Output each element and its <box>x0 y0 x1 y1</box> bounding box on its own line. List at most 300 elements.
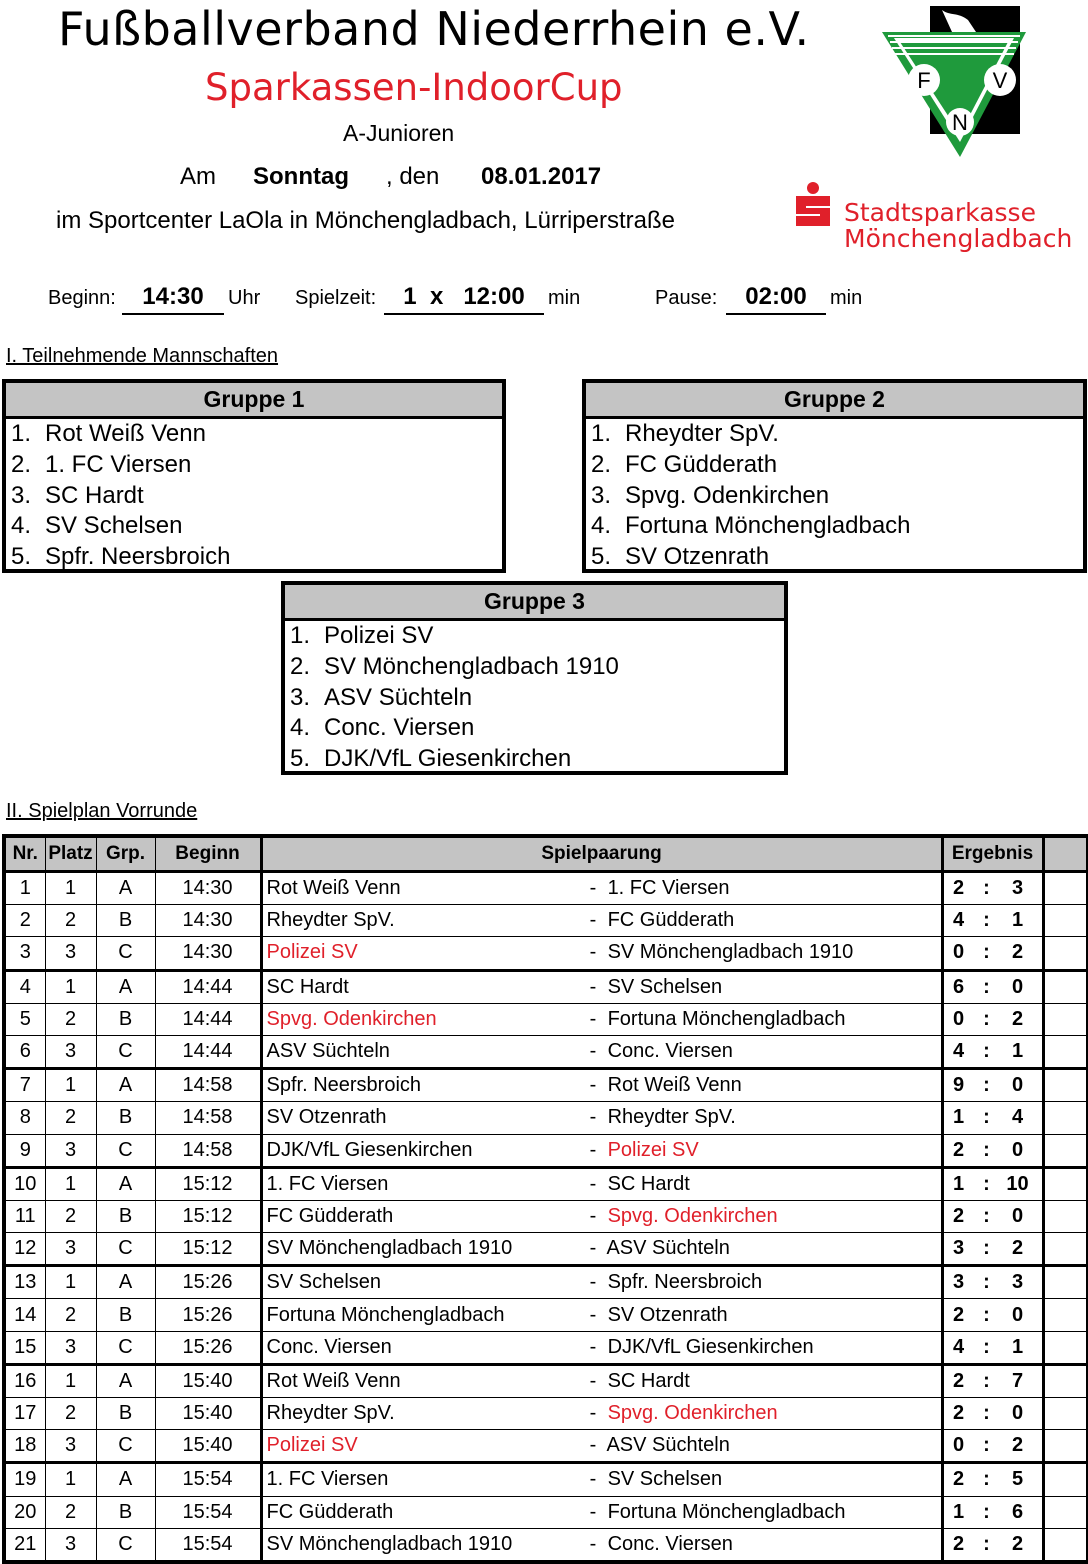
away-goals: 2 <box>1011 1434 1024 1457</box>
schedule-table <box>2 834 1088 1564</box>
match-number: 4 <box>4 970 45 1003</box>
away-goals: 2 <box>1011 1237 1024 1260</box>
home-team: FC Güdderath <box>261 1496 584 1528</box>
match-result <box>942 1200 1043 1232</box>
match-time: 15:40 <box>155 1364 261 1397</box>
empty-cell <box>1043 1102 1088 1134</box>
score-colon: : <box>983 1532 990 1555</box>
table-row <box>4 970 1088 1003</box>
away-goals: 2 <box>1011 941 1024 964</box>
home-team: Rot Weiß Venn <box>261 1364 584 1397</box>
table-row <box>4 1003 1088 1035</box>
away-team: FC Güdderath <box>607 909 735 932</box>
group-letter: C <box>96 1134 155 1167</box>
match-result <box>942 905 1043 937</box>
match-number: 1 <box>4 872 45 905</box>
match-number: 11 <box>4 1200 45 1232</box>
group-title: Gruppe 1 <box>6 383 502 419</box>
pairing-dash: - <box>589 1271 597 1294</box>
away-team: SC Hardt <box>607 1369 690 1392</box>
home-goals: 2 <box>952 1138 965 1161</box>
away-goals: 1 <box>1011 1335 1024 1358</box>
empty-cell <box>1043 1364 1088 1397</box>
col-header-platz: Platz <box>45 836 96 872</box>
group-team: 3. ASV Süchteln <box>290 683 473 711</box>
home-goals: 0 <box>952 1434 965 1457</box>
match-number: 3 <box>4 937 45 970</box>
start-label: Beginn: <box>48 287 116 309</box>
court-number: 1 <box>45 872 96 905</box>
court-number: 2 <box>45 1496 96 1528</box>
break-label: Pause: <box>655 287 718 309</box>
col-header-nr: Nr. <box>4 836 45 872</box>
match-time: 14:44 <box>155 970 261 1003</box>
pairing-dash: - <box>589 1204 597 1227</box>
empty-cell <box>1043 1299 1088 1331</box>
score-colon: : <box>983 1500 990 1523</box>
match-time: 14:58 <box>155 1102 261 1134</box>
away-team: Rot Weiß Venn <box>607 1074 742 1097</box>
sponsor-name-line2: Mönchengladbach <box>844 224 1073 253</box>
group-team: 2. 1. FC Viersen <box>11 450 192 478</box>
away-goals: 4 <box>1011 1106 1024 1129</box>
empty-cell <box>1043 905 1088 937</box>
group-letter: A <box>96 1167 155 1200</box>
group-team: 2. FC Güdderath <box>591 450 778 478</box>
match-number: 6 <box>4 1035 45 1068</box>
group-team: 5. DJK/VfL Giesenkirchen <box>290 745 572 773</box>
home-goals: 2 <box>952 877 965 900</box>
empty-cell <box>1043 1398 1088 1430</box>
home-team: SV Mönchengladbach 1910 <box>261 1233 584 1266</box>
score-colon: : <box>983 1468 990 1491</box>
away-team-cell <box>584 1496 942 1528</box>
away-goals: 0 <box>1011 1138 1024 1161</box>
event-date: 08.01.2017 <box>481 163 602 190</box>
home-team: 1. FC Viersen <box>261 1463 584 1496</box>
table-row <box>4 1331 1088 1364</box>
table-row <box>4 1364 1088 1397</box>
score-colon: : <box>983 1303 990 1326</box>
court-number: 2 <box>45 1102 96 1134</box>
table-row <box>4 1398 1088 1430</box>
away-team-cell <box>584 1331 942 1364</box>
match-time: 15:54 <box>155 1528 261 1562</box>
match-result <box>942 1003 1043 1035</box>
match-time: 15:12 <box>155 1167 261 1200</box>
away-team-cell <box>584 937 942 970</box>
match-time: 14:44 <box>155 1035 261 1068</box>
col-header-grp: Grp. <box>96 836 155 872</box>
group-team: 1. Rheydter SpV. <box>591 420 779 447</box>
score-colon: : <box>983 1106 990 1129</box>
score-colon: : <box>983 941 990 964</box>
pairing-dash: - <box>589 975 597 998</box>
match-number: 20 <box>4 1496 45 1528</box>
col-header-beginn: Beginn <box>155 836 261 872</box>
away-team-cell <box>584 1266 942 1299</box>
match-number: 14 <box>4 1299 45 1331</box>
group-letter: B <box>96 1003 155 1035</box>
pairing-dash: - <box>589 1040 597 1063</box>
group-letter: B <box>96 905 155 937</box>
table-row <box>4 1233 1088 1266</box>
score-colon: : <box>983 1204 990 1227</box>
score-colon: : <box>983 1271 990 1294</box>
pairing-dash: - <box>589 1532 597 1555</box>
empty-cell <box>1043 1134 1088 1167</box>
table-row <box>4 937 1088 970</box>
fvn-letter-n: N <box>952 110 968 135</box>
group-box-1 <box>2 379 506 573</box>
match-number: 15 <box>4 1331 45 1364</box>
match-result <box>942 1398 1043 1430</box>
match-result <box>942 1430 1043 1463</box>
group-team: 3. SC Hardt <box>11 481 144 509</box>
schedule-body <box>4 872 1088 1562</box>
empty-cell <box>1043 1528 1088 1562</box>
match-number: 17 <box>4 1398 45 1430</box>
score-colon: : <box>983 1040 990 1063</box>
group-letter: C <box>96 1528 155 1562</box>
home-goals: 6 <box>952 975 965 998</box>
home-team: ASV Süchteln <box>261 1035 584 1068</box>
court-number: 3 <box>45 937 96 970</box>
match-result <box>942 1364 1043 1397</box>
court-number: 3 <box>45 1134 96 1167</box>
home-goals: 1 <box>952 1500 965 1523</box>
away-goals: 0 <box>1011 1204 1024 1227</box>
away-goals: 10 <box>1006 1172 1029 1195</box>
group-team: 5. SV Otzenrath <box>591 543 770 571</box>
court-number: 3 <box>45 1430 96 1463</box>
away-goals: 1 <box>1011 1040 1024 1063</box>
empty-cell <box>1043 1200 1088 1232</box>
away-team-cell <box>584 1069 942 1102</box>
start-value: 14:30 <box>122 283 224 315</box>
away-team: Rheydter SpV. <box>607 1106 736 1129</box>
court-number: 3 <box>45 1233 96 1266</box>
home-goals: 1 <box>952 1106 965 1129</box>
match-time: 15:26 <box>155 1331 261 1364</box>
court-number: 3 <box>45 1035 96 1068</box>
section-teams-heading: I. Teilnehmende Mannschaften <box>6 345 279 367</box>
match-result <box>942 970 1043 1003</box>
score-colon: : <box>983 1335 990 1358</box>
table-row <box>4 1299 1088 1331</box>
away-goals: 7 <box>1011 1369 1024 1392</box>
score-colon: : <box>983 1074 990 1097</box>
home-goals: 1 <box>952 1172 965 1195</box>
pairing-dash: - <box>589 877 597 900</box>
venue-line: im Sportcenter LaOla in Mönchengladbach, Lürriperstraße <box>56 207 675 234</box>
away-goals: 2 <box>1011 1007 1024 1030</box>
away-goals: 6 <box>1011 1500 1024 1523</box>
start-unit: Uhr <box>228 287 261 309</box>
away-goals: 0 <box>1011 1303 1024 1326</box>
table-row <box>4 872 1088 905</box>
col-header-result: Ergebnis <box>942 836 1043 872</box>
home-team: Conc. Viersen <box>261 1331 584 1364</box>
match-time: 14:44 <box>155 1003 261 1035</box>
home-team: DJK/VfL Giesenkirchen <box>261 1134 584 1167</box>
group-letter: B <box>96 1299 155 1331</box>
away-team-cell <box>584 905 942 937</box>
group-title: Gruppe 2 <box>586 383 1083 419</box>
date-prefix: Am <box>180 163 216 190</box>
empty-cell <box>1043 1035 1088 1068</box>
pairing-dash: - <box>589 1172 597 1195</box>
pairing-dash: - <box>589 941 597 964</box>
empty-cell <box>1043 1331 1088 1364</box>
group-letter: C <box>96 1233 155 1266</box>
age-group-label: A-Junioren <box>343 120 455 146</box>
match-result <box>942 1069 1043 1102</box>
group-letter: B <box>96 1102 155 1134</box>
playtime-label: Spielzeit: <box>295 287 377 309</box>
pairing-dash: - <box>589 1074 597 1097</box>
group-team: 4. Fortuna Mönchengladbach <box>591 512 911 540</box>
fvn-letter-f: F <box>917 68 931 93</box>
table-row <box>4 1102 1088 1134</box>
court-number: 1 <box>45 1364 96 1397</box>
group-letter: C <box>96 1035 155 1068</box>
table-row <box>4 1134 1088 1167</box>
home-team: Rheydter SpV. <box>261 905 584 937</box>
pairing-dash: - <box>589 1138 597 1161</box>
match-number: 5 <box>4 1003 45 1035</box>
group-box-3 <box>281 581 788 775</box>
table-row <box>4 1200 1088 1232</box>
home-goals: 4 <box>952 909 965 932</box>
away-goals: 0 <box>1011 975 1024 998</box>
away-goals: 3 <box>1011 1271 1024 1294</box>
court-number: 1 <box>45 1266 96 1299</box>
away-team: Polizei SV <box>607 1138 699 1161</box>
away-team: Conc. Viersen <box>607 1532 733 1555</box>
away-goals: 5 <box>1011 1468 1024 1491</box>
group-letter: C <box>96 1430 155 1463</box>
away-team-cell <box>584 1398 942 1430</box>
match-number: 19 <box>4 1463 45 1496</box>
match-time: 14:30 <box>155 937 261 970</box>
away-team: SV Otzenrath <box>607 1303 728 1326</box>
court-number: 3 <box>45 1528 96 1562</box>
match-result <box>942 872 1043 905</box>
home-goals: 0 <box>952 1007 965 1030</box>
group-team: 4. Conc. Viersen <box>290 714 475 742</box>
score-colon: : <box>983 1138 990 1161</box>
home-goals: 0 <box>952 941 965 964</box>
table-row <box>4 1496 1088 1528</box>
empty-cell <box>1043 937 1088 970</box>
sparkasse-s-icon <box>794 182 832 228</box>
group-title: Gruppe 3 <box>285 585 784 621</box>
playtime-unit: min <box>548 287 581 309</box>
empty-cell <box>1043 1496 1088 1528</box>
match-number: 21 <box>4 1528 45 1562</box>
court-number: 1 <box>45 970 96 1003</box>
away-team: Spfr. Neersbroich <box>607 1271 763 1294</box>
group-letter: B <box>96 1398 155 1430</box>
away-team-cell <box>584 1134 942 1167</box>
group-team: 4. SV Schelsen <box>11 512 183 540</box>
home-team: SC Hardt <box>261 970 584 1003</box>
match-time: 15:40 <box>155 1398 261 1430</box>
group-team: 5. Spfr. Neersbroich <box>11 543 231 571</box>
court-number: 1 <box>45 1167 96 1200</box>
court-number: 2 <box>45 1200 96 1232</box>
empty-cell <box>1043 1167 1088 1200</box>
match-result <box>942 937 1043 970</box>
col-header-extra <box>1043 836 1088 872</box>
away-team: Fortuna Mönchengladbach <box>607 1500 846 1523</box>
group-team: 1. Polizei SV <box>290 622 434 649</box>
federation-logo <box>880 2 1028 162</box>
table-row <box>4 1528 1088 1562</box>
score-colon: : <box>983 975 990 998</box>
score-colon: : <box>983 1402 990 1425</box>
court-number: 2 <box>45 1003 96 1035</box>
away-team-cell <box>584 1299 942 1331</box>
pairing-dash: - <box>589 1106 597 1129</box>
group-letter: A <box>96 1266 155 1299</box>
away-goals: 3 <box>1011 877 1024 900</box>
table-row <box>4 1167 1088 1200</box>
match-number: 16 <box>4 1364 45 1397</box>
home-team: SV Otzenrath <box>261 1102 584 1134</box>
match-result <box>942 1331 1043 1364</box>
away-team: Fortuna Mönchengladbach <box>607 1007 846 1030</box>
match-time: 15:26 <box>155 1266 261 1299</box>
home-team: SV Schelsen <box>261 1266 584 1299</box>
group-team: 2. SV Mönchengladbach 1910 <box>290 652 619 680</box>
away-goals: 0 <box>1011 1402 1024 1425</box>
match-time: 15:12 <box>155 1200 261 1232</box>
break-unit: min <box>830 287 863 309</box>
away-team: SV Schelsen <box>607 1468 723 1491</box>
group-team: 1. Rot Weiß Venn <box>11 420 206 447</box>
group-letter: A <box>96 872 155 905</box>
group-letter: B <box>96 1496 155 1528</box>
group-box-2 <box>582 379 1087 573</box>
home-team: Rheydter SpV. <box>261 1398 584 1430</box>
empty-cell <box>1043 872 1088 905</box>
pairing-dash: - <box>589 1237 597 1260</box>
home-goals: 2 <box>952 1532 965 1555</box>
tournament-subtitle: Sparkassen-IndoorCup <box>205 66 623 109</box>
home-goals: 4 <box>952 1335 965 1358</box>
home-goals: 2 <box>952 1369 965 1392</box>
fvn-emblem-icon <box>880 2 1028 162</box>
empty-cell <box>1043 1003 1088 1035</box>
match-time: 14:58 <box>155 1069 261 1102</box>
away-team: SV Mönchengladbach 1910 <box>607 941 854 964</box>
score-colon: : <box>983 877 990 900</box>
group-letter: B <box>96 1200 155 1232</box>
away-goals: 0 <box>1011 1074 1024 1097</box>
table-row <box>4 1430 1088 1463</box>
away-team: ASV Süchteln <box>606 1434 730 1457</box>
away-team-cell <box>584 1035 942 1068</box>
empty-cell <box>1043 1266 1088 1299</box>
group-letter: A <box>96 1364 155 1397</box>
match-time: 14:30 <box>155 872 261 905</box>
court-number: 1 <box>45 1463 96 1496</box>
away-team-cell <box>584 1003 942 1035</box>
court-number: 3 <box>45 1331 96 1364</box>
pairing-dash: - <box>589 909 597 932</box>
home-team: FC Güdderath <box>261 1200 584 1232</box>
empty-cell <box>1043 1233 1088 1266</box>
match-result <box>942 1496 1043 1528</box>
pairing-dash: - <box>589 1434 597 1457</box>
court-number: 2 <box>45 1299 96 1331</box>
court-number: 2 <box>45 905 96 937</box>
away-team-cell <box>584 872 942 905</box>
match-result <box>942 1167 1043 1200</box>
match-result <box>942 1528 1043 1562</box>
group-letter: A <box>96 970 155 1003</box>
pairing-dash: - <box>589 1402 597 1425</box>
away-team: Spvg. Odenkirchen <box>607 1402 778 1425</box>
match-number: 8 <box>4 1102 45 1134</box>
group-letter: A <box>96 1463 155 1496</box>
match-number: 9 <box>4 1134 45 1167</box>
home-team: Spvg. Odenkirchen <box>261 1003 584 1035</box>
match-time: 15:40 <box>155 1430 261 1463</box>
match-result <box>942 1299 1043 1331</box>
home-goals: 3 <box>952 1237 965 1260</box>
match-time: 15:12 <box>155 1233 261 1266</box>
table-row <box>4 1266 1088 1299</box>
match-number: 12 <box>4 1233 45 1266</box>
away-team-cell <box>584 1463 942 1496</box>
home-team: Polizei SV <box>261 937 584 970</box>
away-goals: 2 <box>1011 1532 1024 1555</box>
away-team-cell <box>584 1364 942 1397</box>
fvn-letter-v: V <box>992 68 1008 93</box>
away-team: DJK/VfL Giesenkirchen <box>607 1335 814 1358</box>
home-team: Polizei SV <box>261 1430 584 1463</box>
score-colon: : <box>983 1007 990 1030</box>
match-number: 2 <box>4 905 45 937</box>
home-team: Spfr. Neersbroich <box>261 1069 584 1102</box>
away-team: SV Schelsen <box>607 975 723 998</box>
empty-cell <box>1043 1069 1088 1102</box>
away-team: Spvg. Odenkirchen <box>607 1204 778 1227</box>
match-result <box>942 1102 1043 1134</box>
away-team: SC Hardt <box>607 1172 690 1195</box>
sponsor-logo <box>794 180 1084 258</box>
away-team-cell <box>584 1102 942 1134</box>
score-colon: : <box>983 909 990 932</box>
pairing-dash: - <box>589 1007 597 1030</box>
away-team-cell <box>584 1528 942 1562</box>
empty-cell <box>1043 1463 1088 1496</box>
page-title: Fußballverband Niederrhein e.V. <box>58 2 810 56</box>
pairing-dash: - <box>589 1335 597 1358</box>
group-letter: C <box>96 937 155 970</box>
away-team-cell <box>584 1430 942 1463</box>
home-team: Rot Weiß Venn <box>261 872 584 905</box>
col-header-pairing: Spielpaarung <box>261 836 942 872</box>
match-result <box>942 1266 1043 1299</box>
score-colon: : <box>983 1369 990 1392</box>
court-number: 2 <box>45 1398 96 1430</box>
away-goals: 1 <box>1011 909 1024 932</box>
match-result <box>942 1134 1043 1167</box>
